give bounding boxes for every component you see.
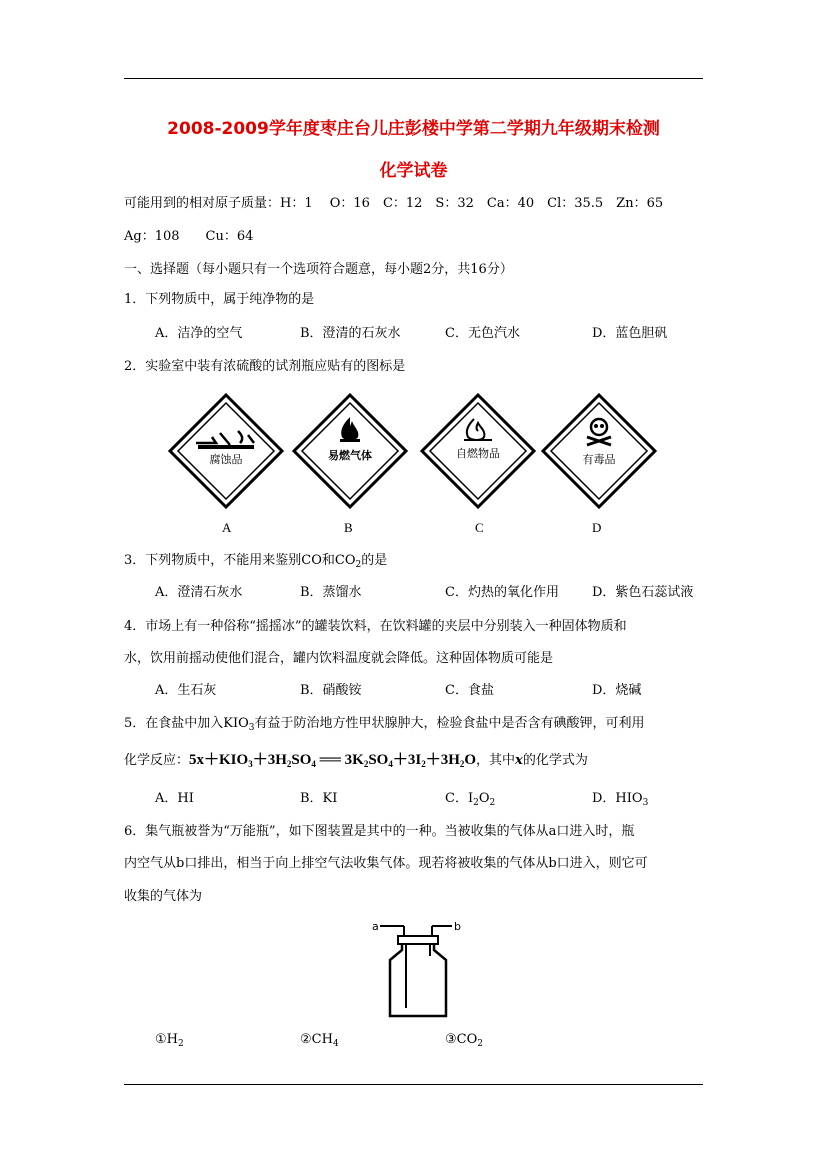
bottom-rule: [124, 1084, 703, 1085]
q4-stem-line-1: 4．市场上有一种俗称“摇摇冰”的罐装饮料，在饮料罐的夹层中分别装入一种固体物质和: [124, 619, 627, 634]
q6-stem-line-2: 内空气从b口排出，相当于向上排空气法收集气体。现若将被收集的气体从b口进入，则它可: [124, 856, 648, 871]
svg-text:自燃物品: 自燃物品: [456, 447, 500, 460]
gas-bottle-diagram: [368, 916, 468, 1020]
hazard-sign-corrosive: [168, 393, 284, 509]
q3-stem: 3．下列物质中，不能用来鉴别CO和$CO_2$的是: [124, 553, 388, 570]
q5-stem-line-2: 化学反应：$5x+KIO_3+3H_2SO_4$ ══ $3K_2SO_4+3I_2+3H_2O$，其中x的化学式为: [124, 752, 588, 769]
q3-option-a: A．澄清石灰水: [155, 585, 243, 600]
q1-stem: 1．下列物质中，属于纯净物的是: [124, 292, 315, 307]
sign-label-a: A: [222, 520, 232, 535]
hazard-sign-spontaneous-combustion: [420, 393, 536, 509]
q4-option-b: B．硝酸铵: [300, 683, 362, 698]
q1-option-c: C．无色汽水: [445, 326, 520, 341]
svg-text:易燃气体: 易燃气体: [328, 449, 372, 462]
svg-text:有毒品: 有毒品: [582, 453, 616, 466]
hazard-sign-toxic: [541, 393, 657, 509]
q6-choice-3: $③CO_2$: [445, 1032, 483, 1049]
q5-option-b: B．KI: [300, 791, 338, 806]
sign-label-c: C: [475, 520, 484, 535]
q5-stem-line-1: 5．在食盐中加入$KIO_3$有益于防治地方性甲状腺肿大，检验食盐中是否含有碘酸钾，可利用: [124, 716, 645, 733]
q6-stem-line-1: 6．集气瓶被誉为“万能瓶”，如下图装置是其中的一种。当被收集的气体从a口进入时，瓶: [124, 824, 635, 839]
q4-option-a: A．生石灰: [155, 683, 217, 698]
atomic-masses-line-2: Ag：108 Cu：64: [124, 229, 254, 244]
svg-text:a: a: [372, 920, 379, 933]
page-subtitle: 化学试卷: [379, 161, 448, 181]
q3-option-b: B．蒸馏水: [300, 585, 362, 600]
hazard-sign-flammable-gas: [292, 393, 408, 509]
q5-option-a: A．HI: [155, 791, 194, 806]
q3-option-d: D．紫色石蕊试液: [592, 585, 694, 600]
q3-option-c: C．灼热的氧化作用: [445, 585, 559, 600]
page-title: 2008-2009学年度枣庄台儿庄彭楼中学第二学期九年级期末检测: [167, 119, 660, 139]
q5-option-c: C．$I_2O_2$: [445, 791, 496, 808]
q2-stem: 2．实验室中装有浓硫酸的试剂瓶应贴有的图标是: [124, 359, 406, 374]
atomic-masses-line-1: 可能用到的相对原子质量：H：1 O：16 C：12 S：32 Ca：40 Cl：35.5 Zn：65: [124, 196, 664, 211]
q4-option-d: D．烧碱: [592, 683, 642, 698]
svg-text:b: b: [454, 920, 461, 933]
sign-label-b: B: [344, 520, 353, 535]
q1-option-d: D．蓝色胆矾: [592, 326, 668, 341]
q1-option-a: A．洁净的空气: [155, 326, 243, 341]
sign-label-d: D: [592, 520, 602, 535]
q6-stem-line-3: 收集的气体为: [124, 889, 203, 904]
reaction-equation: $5x+KIO_3+3H_2SO_4$ ══ $3K_2SO_4+3I_2+3H_2O$: [189, 752, 477, 769]
section-heading: 一、选择题（每小题只有一个选项符合题意，每小题2分，共16分）: [124, 262, 513, 277]
q6-choice-1: $①H_2$: [155, 1032, 184, 1049]
q6-choice-2: $②CH_4$: [300, 1032, 339, 1049]
q4-option-c: C．食盐: [445, 683, 494, 698]
q1-option-b: B．澄清的石灰水: [300, 326, 401, 341]
top-rule: [124, 78, 703, 79]
svg-text:腐蚀品: 腐蚀品: [209, 453, 243, 466]
q5-option-d: D．$HIO_3$: [592, 791, 649, 808]
q4-stem-line-2: 水，饮用前摇动使他们混合，罐内饮料温度就会降低。这种固体物质可能是: [124, 651, 554, 666]
